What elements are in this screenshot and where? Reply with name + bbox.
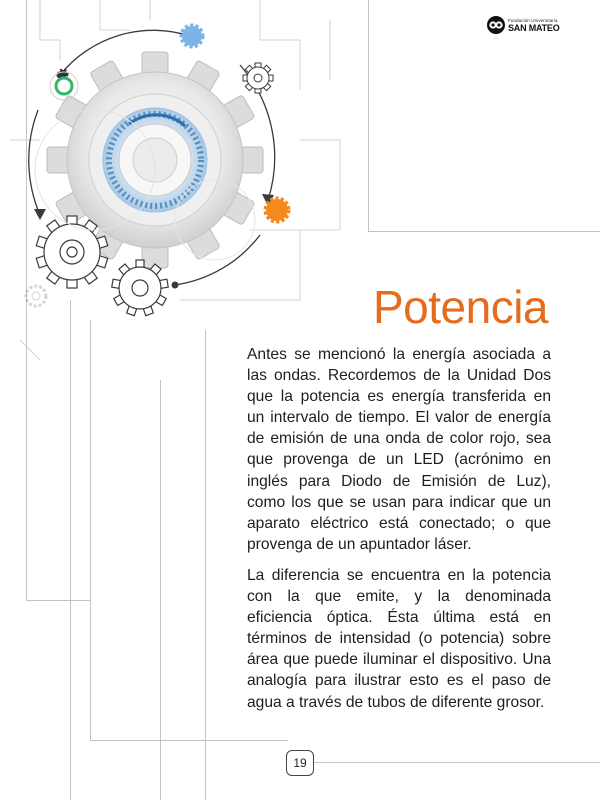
paragraph: La diferencia se encuentra en la potencia con la que emite, y la denominada eficiencia óptica. Ésta última está en términos de intensidad (o potencia) sobre área que puede iluminar el dispositivo. Una analogía para ilustrar esto es el paso de agua a través de tubos de diferente grosor. [247, 566, 551, 711]
paragraph: Antes se mencionó la energía asociada a las ondas. Recordemos de la Unidad Dos que la potencia es energía transferida en un intervalo de tiempo. El valor de energía de emisión de una onda de color rojo, sea que provenga de un LED (acrónimo en inglés para Diodo de Emisión de Luz), como los que se usan para indicar que un aparato eléctrico está conectado; o que provenga de un apuntador láser. [247, 346, 551, 553]
green-ring-icon [56, 78, 72, 94]
frame-line [90, 740, 288, 741]
small-gear-icon [243, 63, 273, 93]
page-number: 19 [286, 750, 314, 776]
body-text [247, 344, 551, 723]
page-title: Potencia [372, 281, 548, 333]
blue-gear-icon [182, 26, 202, 46]
small-gear-icon [112, 260, 169, 316]
small-gear-icon [36, 216, 108, 288]
frame-line [312, 762, 600, 763]
orange-gear-icon [266, 199, 288, 221]
frame-line [160, 380, 161, 800]
connector-dot-icon [172, 282, 179, 289]
logo-name: SAN MATEO [508, 23, 560, 33]
frame-line [368, 231, 600, 232]
faint-gear-icon [26, 286, 46, 306]
logo-subtitle: Fundación Universitaria [508, 18, 558, 23]
institution-logo [486, 15, 566, 35]
logo-mark-icon [486, 15, 506, 35]
frame-line [26, 600, 90, 601]
